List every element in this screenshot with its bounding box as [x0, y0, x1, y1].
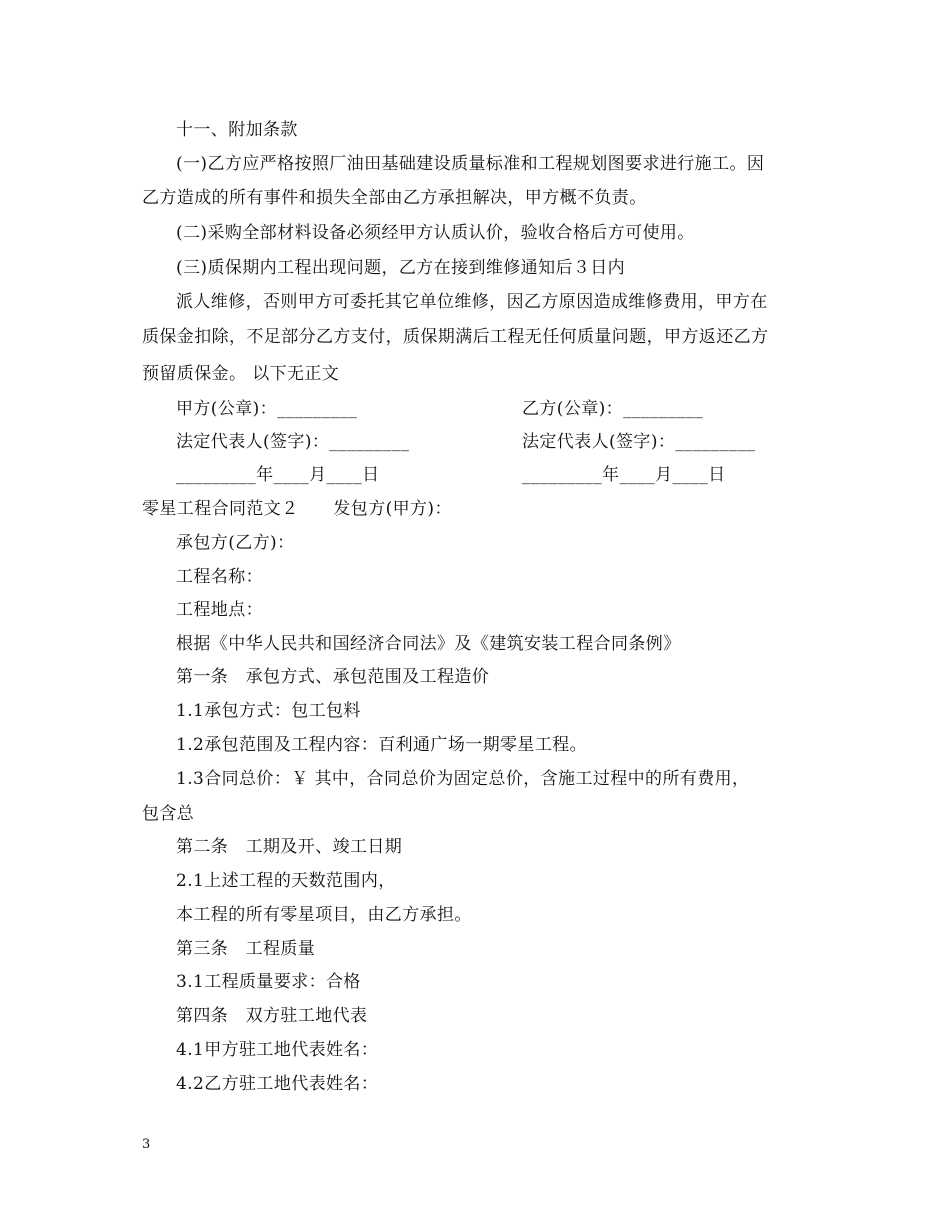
clause-line: 4.2乙方驻工地代表姓名： — [176, 1074, 379, 1094]
clause-line: 本工程的所有零星项目，由乙方承担。 — [176, 905, 472, 925]
article-heading: 第一条 承包方式、承包范围及工程造价 — [176, 667, 490, 687]
clause-line: 2.1上述工程的天数范围内， — [176, 871, 396, 891]
paragraph-line: (三)质保期内工程出现问题，乙方在接到维修通知后３日内 — [176, 258, 626, 278]
clause-line: 3.1工程质量要求：合格 — [176, 972, 361, 992]
paragraph-line: 乙方造成的所有事件和损失全部由乙方承担解决，甲方概不负责。 — [142, 188, 647, 208]
clause-line: 1.1承包方式：包工包料 — [176, 701, 361, 721]
party-b-date: _________年____月____日 — [522, 465, 726, 485]
clause-line: 1.2承包范围及工程内容：百利通广场一期零星工程。 — [176, 735, 588, 755]
contract-field: 工程地点： — [176, 600, 263, 620]
article-heading: 第四条 双方驻工地代表 — [176, 1006, 368, 1026]
article-heading: 第二条 工期及开、竣工日期 — [176, 837, 403, 857]
contract-field: 承包方(乙方)： — [176, 533, 295, 553]
paragraph-line: (一)乙方应严格按照厂油田基础建设质量标准和工程规划图要求进行施工。因 — [176, 154, 765, 174]
party-b-representative: 法定代表人(签字)：_________ — [522, 432, 756, 452]
clause-line: 4.1甲方驻工地代表姓名： — [176, 1040, 379, 1060]
party-a-representative: 法定代表人(签字)：_________ — [176, 432, 410, 452]
article-heading: 第三条 工程质量 — [176, 939, 316, 959]
party-a-date: _________年____月____日 — [176, 465, 380, 485]
paragraph-line: (二)采购全部材料设备必须经甲方认质认价，验收合格后方可使用。 — [176, 223, 695, 243]
paragraph-line: 预留质保金。 以下无正文 — [142, 364, 340, 384]
party-b-seal: 乙方(公章)：_________ — [522, 399, 704, 419]
page-number: 3 — [142, 1137, 151, 1152]
contract-field: 工程名称： — [176, 567, 263, 587]
contract-title-line: 零星工程合同范文２ 发包方(甲方)： — [142, 499, 452, 519]
clause-line: 1.3合同总价：￥ 其中，合同总价为固定总价，含施工过程中的所有费用， — [176, 769, 750, 789]
section-heading: 十一、附加条款 — [176, 120, 298, 140]
paragraph-line: 派人维修，否则甲方可委托其它单位维修，因乙方原因造成维修费用，甲方在 — [176, 292, 768, 312]
paragraph-line: 根据《中华人民共和国经济合同法》及《建筑安装工程合同条例》 — [176, 634, 681, 654]
paragraph-line: 质保金扣除，不足部分乙方支付，质保期满后工程无任何质量问题，甲方返还乙方 — [142, 327, 769, 347]
party-a-seal: 甲方(公章)：_________ — [176, 399, 358, 419]
clause-line: 包含总 — [142, 804, 195, 824]
